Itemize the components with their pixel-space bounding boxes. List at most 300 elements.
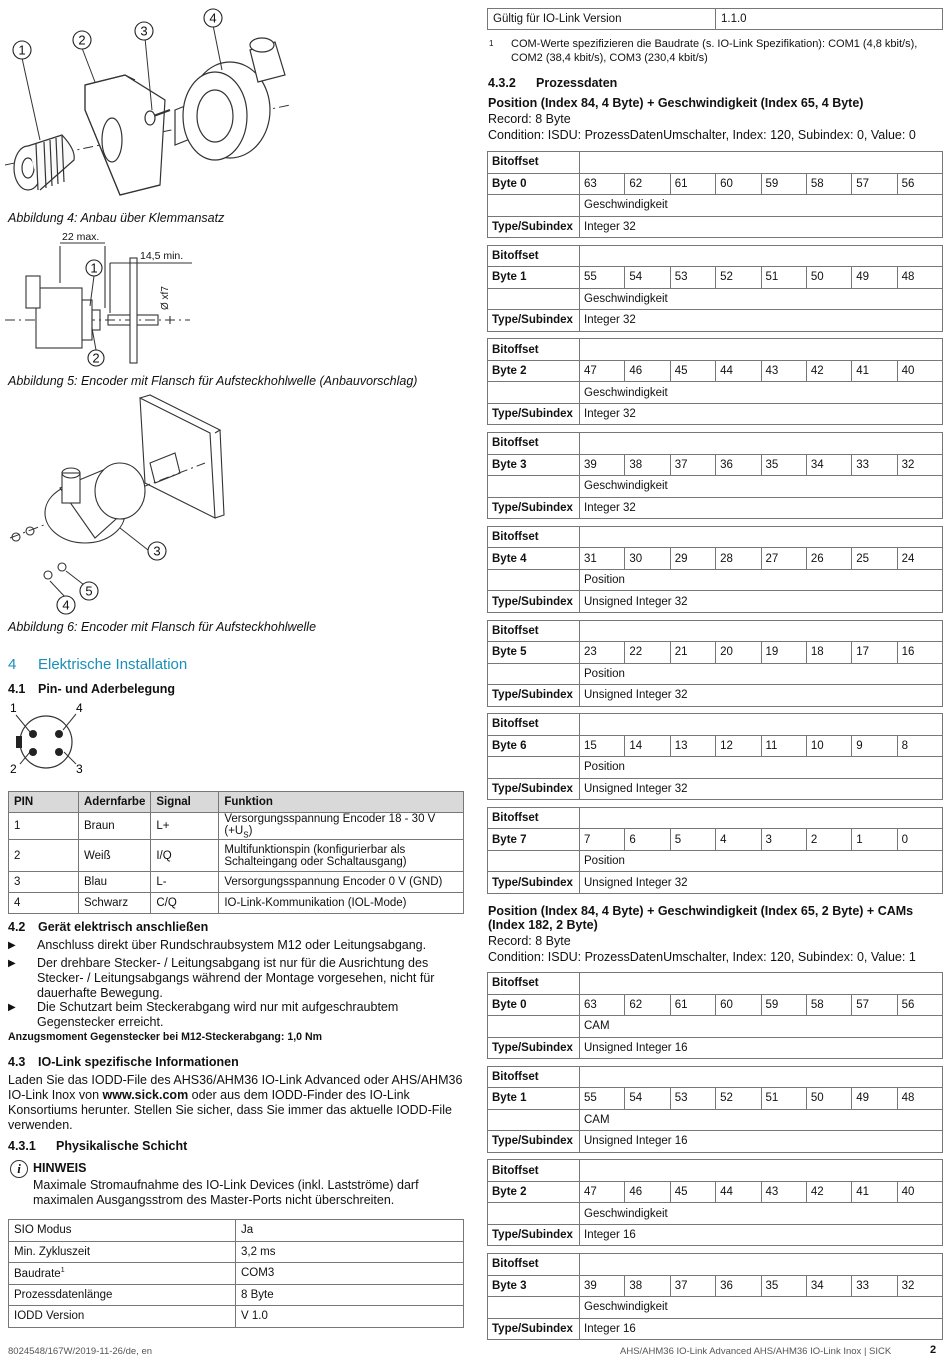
table-row — [488, 216, 943, 238]
bullet-arrow-icon: ▶ — [8, 958, 16, 969]
footnote — [489, 37, 939, 65]
signal-cell: L- — [151, 872, 219, 893]
bitoffset-label: Bitoffset — [488, 339, 580, 361]
section-number: 4 — [8, 656, 17, 673]
byte-table — [487, 972, 943, 1059]
bitoffset-label: Bitoffset — [488, 1254, 580, 1276]
bit-cell: 46 — [625, 1181, 670, 1203]
table-row — [488, 973, 943, 995]
empty-cell — [488, 663, 580, 685]
bitoffset-label: Bitoffset — [488, 620, 580, 642]
column-header: Signal — [151, 792, 219, 813]
type-value-cell: Unsigned Integer 16 — [580, 1037, 943, 1059]
type-label: Type/Subindex — [488, 591, 580, 613]
table-row — [488, 454, 943, 476]
fig4-callout-4: 4 — [209, 10, 217, 26]
section-4-3-heading — [8, 1055, 239, 1069]
section-number: 4.3.2 — [488, 76, 516, 90]
section-4-heading — [8, 656, 187, 673]
bit-cell: 42 — [806, 1181, 851, 1203]
empty-cell — [580, 1160, 943, 1182]
figure-4-caption: Abbildung 4: Anbau über Klemmansatz — [8, 211, 225, 225]
table-row — [488, 382, 943, 404]
field-name-cell: Geschwindigkeit — [580, 1297, 943, 1319]
figure-5-dimension-drawing — [0, 228, 470, 368]
byte-label: Byte 1 — [488, 267, 580, 289]
note-title: HINWEIS — [33, 1161, 87, 1175]
table-row — [488, 778, 943, 800]
section-4-3-1-heading — [8, 1139, 187, 1153]
bullet-arrow-icon: ▶ — [8, 1002, 16, 1013]
type-label: Type/Subindex — [488, 216, 580, 238]
pin-cell: 2 — [9, 840, 79, 872]
field-name-cell: Geschwindigkeit — [580, 382, 943, 404]
section-number: 4.2 — [8, 920, 26, 934]
byte-table — [487, 245, 943, 332]
table-row — [488, 1088, 943, 1110]
bit-cell: 2 — [806, 829, 851, 851]
bit-cell: 63 — [580, 173, 625, 195]
bit-cell: 37 — [670, 454, 715, 476]
type-label: Type/Subindex — [488, 778, 580, 800]
bit-cell: 58 — [806, 173, 851, 195]
table-row — [488, 994, 943, 1016]
bit-cell: 44 — [716, 360, 761, 382]
table-row — [488, 685, 943, 707]
subscript: S — [243, 830, 249, 840]
bit-cell: 50 — [806, 1088, 851, 1110]
type-value-cell: Integer 32 — [580, 216, 943, 238]
process-data-2-condition: Condition: ISDU: ProzessDatenUmschalter, Index: 120, Subindex: 0, Value: 1 — [488, 950, 916, 964]
type-label: Type/Subindex — [488, 872, 580, 894]
bit-cell: 54 — [625, 1088, 670, 1110]
bit-cell: 51 — [761, 1088, 806, 1110]
bit-cell: 56 — [897, 994, 942, 1016]
table-row — [9, 1263, 464, 1285]
bit-cell: 49 — [852, 267, 897, 289]
table-row — [488, 1016, 943, 1038]
bitoffset-label: Bitoffset — [488, 807, 580, 829]
empty-cell — [488, 569, 580, 591]
bit-cell: 62 — [625, 173, 670, 195]
empty-cell — [580, 526, 943, 548]
empty-cell — [580, 339, 943, 361]
table-row — [488, 476, 943, 498]
table-row — [488, 591, 943, 613]
color-cell: Weiß — [79, 840, 151, 872]
type-label: Type/Subindex — [488, 1224, 580, 1246]
value-cell: V 1.0 — [236, 1306, 464, 1328]
bitoffset-label: Bitoffset — [488, 526, 580, 548]
bit-cell: 9 — [852, 735, 897, 757]
bit-cell: 34 — [806, 1275, 851, 1297]
empty-cell — [580, 807, 943, 829]
table-row — [9, 840, 464, 872]
bit-cell: 37 — [670, 1275, 715, 1297]
process-data-2-title: Position (Index 84, 4 Byte) + Geschwindigkeit (Index 65, 2 Byte) + CAMs — [488, 904, 914, 918]
table-row — [488, 850, 943, 872]
bit-cell: 32 — [897, 454, 942, 476]
bit-cell: 36 — [716, 454, 761, 476]
color-cell: Blau — [79, 872, 151, 893]
bit-cell: 6 — [625, 829, 670, 851]
bit-cell: 62 — [625, 994, 670, 1016]
fig4-callout-2: 2 — [78, 32, 86, 48]
type-value-cell: Unsigned Integer 32 — [580, 685, 943, 707]
bit-cell: 43 — [761, 1181, 806, 1203]
type-label: Type/Subindex — [488, 310, 580, 332]
bit-cell: 5 — [670, 829, 715, 851]
byte-label: Byte 7 — [488, 829, 580, 851]
byte-label: Byte 0 — [488, 994, 580, 1016]
bit-cell: 8 — [897, 735, 942, 757]
byte-table — [487, 620, 943, 707]
fig5-callout-2: 2 — [92, 350, 100, 366]
pin-cell: 3 — [9, 872, 79, 893]
empty-cell — [580, 1254, 943, 1276]
byte-label: Byte 4 — [488, 548, 580, 570]
figure-4-clamp-mounting — [0, 0, 470, 220]
section-number: 4.1 — [8, 682, 26, 696]
paragraph-text: oder aus dem IODD-Finder des IO-Link Konsortiums herunter. Stellen Sie sicher, dass Sie immer das aktuelle IODD-File verwenden. — [8, 1088, 452, 1132]
table-row — [488, 735, 943, 757]
type-label: Type/Subindex — [488, 685, 580, 707]
param-cell — [9, 1263, 236, 1285]
bit-cell: 45 — [670, 360, 715, 382]
table-row — [488, 1275, 943, 1297]
type-value-cell: Integer 32 — [580, 310, 943, 332]
param-text: Baudrate — [14, 1267, 61, 1280]
fig6-callout-3: 3 — [153, 543, 161, 559]
table-row — [488, 526, 943, 548]
param-cell: IODD Version — [9, 1306, 236, 1328]
value-cell: Ja — [236, 1220, 464, 1242]
param-cell: Min. Zykluszeit — [9, 1241, 236, 1263]
section-number: 4.3 — [8, 1055, 26, 1069]
empty-cell — [488, 288, 580, 310]
bit-cell: 18 — [806, 642, 851, 664]
version-table — [487, 8, 943, 30]
bit-cell: 42 — [806, 360, 851, 382]
bit-cell: 48 — [897, 267, 942, 289]
process-data-1-title: Position (Index 84, 4 Byte) + Geschwindigkeit (Index 65, 4 Byte) — [488, 96, 864, 110]
fig5-dim-14-5: 14,5 min. — [140, 250, 184, 262]
pin-diagram — [8, 700, 98, 780]
bit-cell: 53 — [670, 267, 715, 289]
sick-link[interactable]: www.sick.com — [102, 1088, 189, 1102]
bitoffset-label: Bitoffset — [488, 245, 580, 267]
field-name-cell: Geschwindigkeit — [580, 195, 943, 217]
table-row — [488, 195, 943, 217]
bit-cell: 1 — [852, 829, 897, 851]
bit-cell: 33 — [852, 1275, 897, 1297]
type-value-cell: Integer 32 — [580, 497, 943, 519]
function-cell: Multifunktionspin (konfigurierbar als Schalteingang oder Schaltausgang) — [219, 840, 464, 872]
bit-cell: 13 — [670, 735, 715, 757]
pin-label-2: 2 — [10, 762, 17, 776]
bit-cell: 45 — [670, 1181, 715, 1203]
section-title: Pin- und Aderbelegung — [38, 682, 176, 696]
byte-label: Byte 2 — [488, 1181, 580, 1203]
value-cell: 8 Byte — [236, 1284, 464, 1306]
type-label: Type/Subindex — [488, 1037, 580, 1059]
bit-cell: 7 — [580, 829, 625, 851]
type-value-cell: Unsigned Integer 32 — [580, 778, 943, 800]
bit-cell: 57 — [852, 173, 897, 195]
bit-cell: 26 — [806, 548, 851, 570]
table-row — [9, 1284, 464, 1306]
bit-cell: 31 — [580, 548, 625, 570]
bit-cell: 52 — [716, 1088, 761, 1110]
signal-cell: I/Q — [151, 840, 219, 872]
type-label: Type/Subindex — [488, 497, 580, 519]
bit-cell: 53 — [670, 1088, 715, 1110]
bit-cell: 30 — [625, 548, 670, 570]
empty-cell — [580, 620, 943, 642]
physical-layer-table — [8, 1219, 464, 1328]
bit-cell: 35 — [761, 1275, 806, 1297]
bit-cell: 48 — [897, 1088, 942, 1110]
table-row — [488, 548, 943, 570]
bitoffset-label: Bitoffset — [488, 714, 580, 736]
type-label: Type/Subindex — [488, 1131, 580, 1153]
bit-cell: 41 — [852, 1181, 897, 1203]
bit-cell: 36 — [716, 1275, 761, 1297]
field-name-cell: Geschwindigkeit — [580, 288, 943, 310]
bit-cell: 54 — [625, 267, 670, 289]
footnote-number: 1 — [489, 39, 494, 48]
bit-cell: 39 — [580, 1275, 625, 1297]
bullet-text: Der drehbare Stecker- / Leitungsabgang ist nur für die Ausrichtung des Stecker- / Leitungsabgangs während der Montage vorgesehen, nicht für dauerhafte Bewegung. — [37, 956, 435, 1000]
empty-cell — [488, 195, 580, 217]
bit-cell: 39 — [580, 454, 625, 476]
section-title: IO-Link spezifische Informationen — [38, 1055, 239, 1069]
bit-cell: 47 — [580, 360, 625, 382]
function-cell: Versorgungsspannung Encoder 0 V (GND) — [219, 872, 464, 893]
fig4-callout-1: 1 — [18, 42, 26, 58]
byte-label: Byte 3 — [488, 454, 580, 476]
field-name-cell: Geschwindigkeit — [580, 1203, 943, 1225]
pin-label-1: 1 — [10, 701, 17, 715]
bit-cell: 28 — [716, 548, 761, 570]
pin-label-3: 3 — [76, 762, 83, 776]
bitoffset-label: Bitoffset — [488, 973, 580, 995]
column-header: PIN — [9, 792, 79, 813]
table-row — [488, 173, 943, 195]
table-row — [488, 310, 943, 332]
bit-cell: 51 — [761, 267, 806, 289]
list-item — [8, 1000, 458, 1030]
table-row — [488, 872, 943, 894]
column-header: Funktion — [219, 792, 464, 813]
type-value-cell: Integer 16 — [580, 1224, 943, 1246]
bit-cell: 58 — [806, 994, 851, 1016]
bitoffset-label: Bitoffset — [488, 152, 580, 174]
table-row — [9, 893, 464, 914]
bit-cell: 57 — [852, 994, 897, 1016]
bit-cell: 49 — [852, 1088, 897, 1110]
bit-cell: 24 — [897, 548, 942, 570]
bit-cell: 63 — [580, 994, 625, 1016]
type-label: Type/Subindex — [488, 1318, 580, 1340]
field-name-cell: Position — [580, 757, 943, 779]
table-row — [488, 1254, 943, 1276]
page-number: 2 — [930, 1344, 937, 1356]
figure-5-caption: Abbildung 5: Encoder mit Flansch für Aufsteckhohlwelle (Anbauvorschlag) — [8, 374, 418, 388]
bit-cell: 35 — [761, 454, 806, 476]
column-header: Adernfarbe — [79, 792, 151, 813]
field-name-cell: Position — [580, 569, 943, 591]
byte-label: Byte 3 — [488, 1275, 580, 1297]
section-4-2-heading — [8, 920, 208, 934]
bit-cell: 25 — [852, 548, 897, 570]
bit-cell: 50 — [806, 267, 851, 289]
process-data-2-title-line2: (Index 182, 2 Byte) — [488, 918, 598, 932]
table-row — [488, 1037, 943, 1059]
table-row — [488, 1131, 943, 1153]
field-name-cell: CAM — [580, 1016, 943, 1038]
table-row — [488, 245, 943, 267]
bit-cell: 38 — [625, 454, 670, 476]
pin-label-4: 4 — [76, 701, 83, 715]
type-value-cell: Integer 16 — [580, 1318, 943, 1340]
byte-label: Byte 1 — [488, 1088, 580, 1110]
section-title: Elektrische Installation — [38, 656, 188, 673]
color-cell: Schwarz — [79, 893, 151, 914]
table-row — [488, 663, 943, 685]
byte-label: Byte 0 — [488, 173, 580, 195]
empty-cell — [580, 973, 943, 995]
empty-cell — [488, 850, 580, 872]
field-name-cell: Position — [580, 850, 943, 872]
signal-cell: L+ — [151, 813, 219, 840]
table-row — [488, 403, 943, 425]
process-data-1-condition: Condition: ISDU: ProzessDatenUmschalter, Index: 120, Subindex: 0, Value: 0 — [488, 128, 916, 142]
table-row — [9, 872, 464, 893]
table-row — [488, 288, 943, 310]
table-row — [488, 829, 943, 851]
fig6-callout-5: 5 — [85, 583, 93, 599]
value-cell: 1.1.0 — [716, 9, 943, 30]
bit-cell: 22 — [625, 642, 670, 664]
signal-cell: C/Q — [151, 893, 219, 914]
pin-assignment-table — [8, 791, 464, 914]
field-name-cell: Geschwindigkeit — [580, 476, 943, 498]
bit-cell: 40 — [897, 1181, 942, 1203]
byte-table — [487, 526, 943, 613]
empty-cell — [580, 714, 943, 736]
bit-cell: 14 — [625, 735, 670, 757]
table-row — [488, 360, 943, 382]
empty-cell — [488, 382, 580, 404]
byte-table — [487, 713, 943, 800]
section-title: Prozessdaten — [536, 76, 618, 90]
paragraph-text: Laden Sie das IODD-File des AHS36/AHM36 IO-Link Advanced oder AHS/AHM36 IO-Link Inox von — [8, 1073, 463, 1102]
footnote-mark: 1 — [60, 1266, 65, 1274]
byte-label: Byte 2 — [488, 360, 580, 382]
table-row — [488, 1109, 943, 1131]
table-row — [488, 714, 943, 736]
bit-cell: 0 — [897, 829, 942, 851]
bit-cell: 52 — [716, 267, 761, 289]
bit-cell: 44 — [716, 1181, 761, 1203]
bit-cell: 38 — [625, 1275, 670, 1297]
bit-cell: 59 — [761, 173, 806, 195]
table-row — [488, 433, 943, 455]
section-title: Physikalische Schicht — [56, 1139, 188, 1153]
byte-table — [487, 1066, 943, 1153]
bit-cell: 19 — [761, 642, 806, 664]
bit-cell: 47 — [580, 1181, 625, 1203]
torque-note: Anzugsmoment Gegenstecker bei M12-Steckerabgang: 1,0 Nm — [8, 1031, 322, 1043]
table-row — [9, 1220, 464, 1242]
byte-table — [487, 1253, 943, 1340]
bit-cell: 46 — [625, 360, 670, 382]
bit-cell: 15 — [580, 735, 625, 757]
bullet-arrow-icon: ▶ — [8, 940, 16, 951]
table-row — [488, 1066, 943, 1088]
list-item — [8, 956, 458, 1001]
bit-cell: 17 — [852, 642, 897, 664]
field-name-cell: Position — [580, 663, 943, 685]
empty-cell — [488, 476, 580, 498]
bit-cell: 27 — [761, 548, 806, 570]
bit-cell: 55 — [580, 1088, 625, 1110]
empty-cell — [488, 1016, 580, 1038]
empty-cell — [488, 1203, 580, 1225]
empty-cell — [580, 433, 943, 455]
note-text: Maximale Stromaufnahme des IO-Link Devices (inkl. Lastströme) darf maximalen Ausgangsstrom des Master-Ports nicht überschreiten. — [33, 1178, 419, 1207]
table-row — [488, 1224, 943, 1246]
byte-table — [487, 1159, 943, 1246]
byte-label: Byte 5 — [488, 642, 580, 664]
bit-cell: 33 — [852, 454, 897, 476]
fig5-dim-22: 22 max. — [62, 231, 100, 243]
bullet-text: Anschluss direkt über Rundschraubsystem M12 oder Leitungsabgang. — [37, 938, 427, 952]
bit-cell: 61 — [670, 173, 715, 195]
table-row — [488, 1297, 943, 1319]
type-value-cell: Integer 32 — [580, 403, 943, 425]
bitoffset-label: Bitoffset — [488, 1160, 580, 1182]
section-number: 4.3.1 — [8, 1139, 36, 1153]
table-row — [9, 1306, 464, 1328]
figure-6-encoder-flange — [0, 393, 470, 618]
info-icon: i — [10, 1160, 28, 1178]
table-row — [488, 497, 943, 519]
table-row — [488, 339, 943, 361]
bit-cell: 60 — [716, 994, 761, 1016]
bit-cell: 41 — [852, 360, 897, 382]
section-4-3-2-heading — [488, 76, 617, 90]
bit-cell: 3 — [761, 829, 806, 851]
bit-cell: 12 — [716, 735, 761, 757]
list-item — [8, 938, 458, 953]
table-row — [488, 267, 943, 289]
param-cell: Prozessdatenlänge — [9, 1284, 236, 1306]
table-row — [488, 569, 943, 591]
bit-cell: 59 — [761, 994, 806, 1016]
table-row — [488, 807, 943, 829]
fig4-callout-3: 3 — [140, 23, 148, 39]
function-text: ) — [248, 825, 253, 837]
table-row — [488, 757, 943, 779]
bit-cell: 20 — [716, 642, 761, 664]
table-row — [9, 1241, 464, 1263]
footer-product: AHS/AHM36 IO-Link Advanced AHS/AHM36 IO-Link Inox | SICK — [620, 1346, 892, 1357]
empty-cell — [488, 1109, 580, 1131]
function-cell — [219, 813, 464, 840]
bit-cell: 11 — [761, 735, 806, 757]
